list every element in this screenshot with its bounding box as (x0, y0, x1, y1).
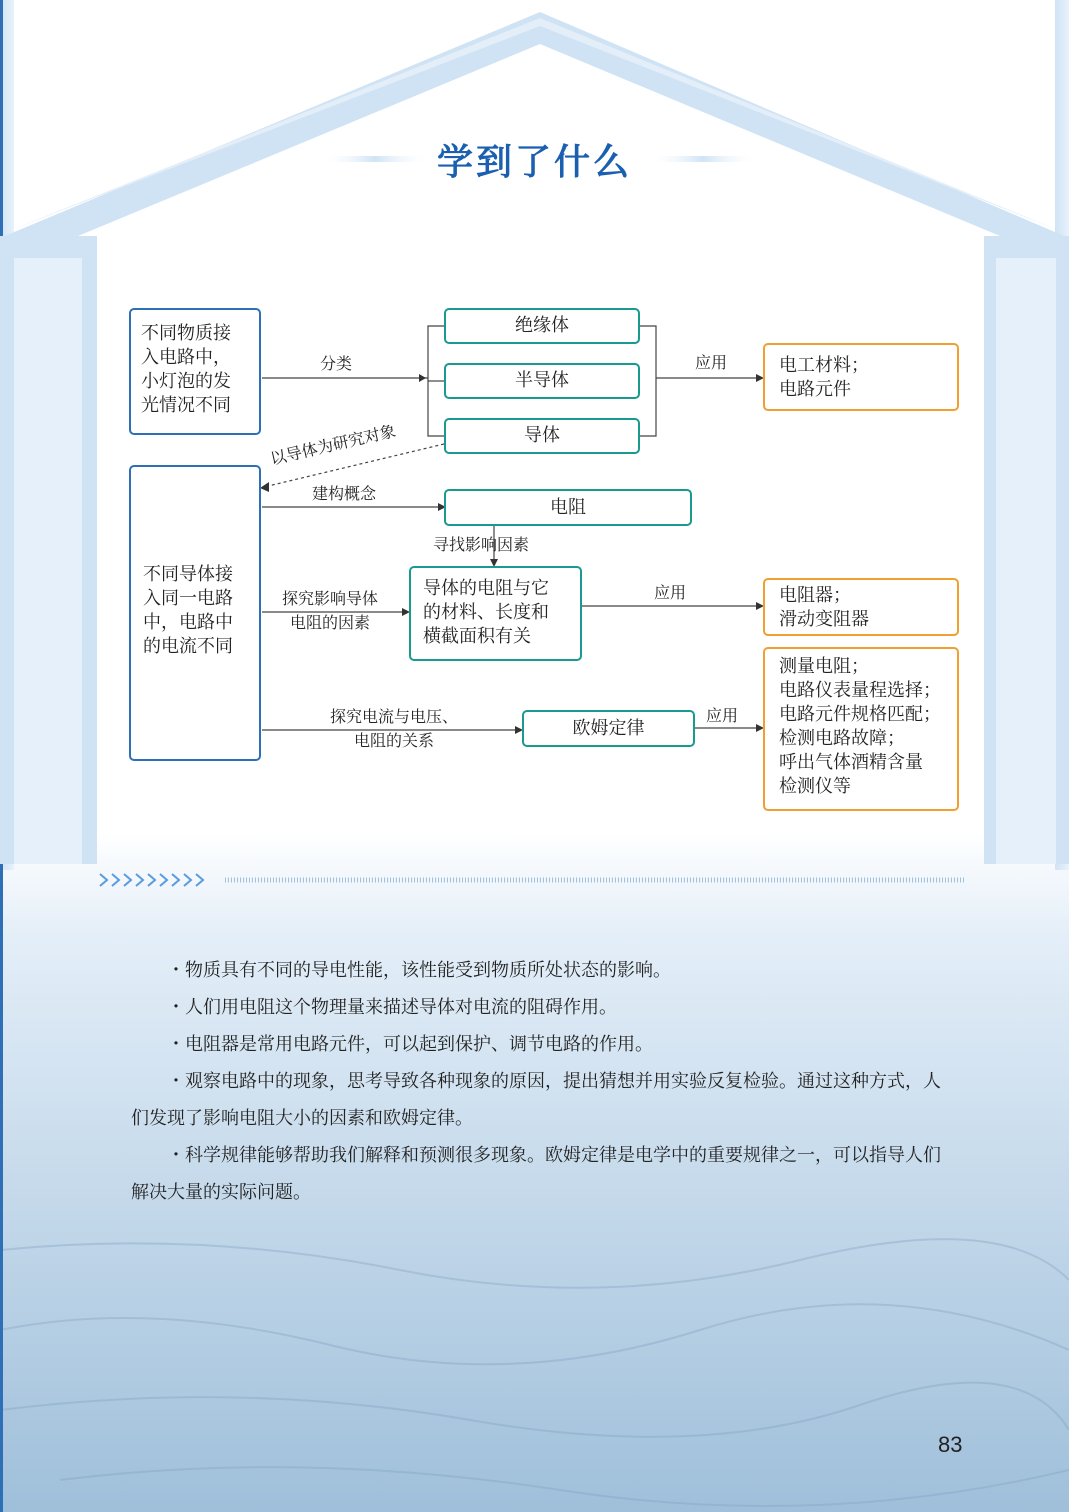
label-line: 电阻的因素 (289, 613, 370, 632)
box-line: 光情况不同 (141, 395, 231, 416)
box-line: 测量电阻； (779, 656, 869, 677)
label-explore-relation (316, 705, 472, 753)
label-line: 探究电流与电压、 (329, 707, 458, 726)
box-line: 小灯泡的发 (141, 371, 231, 392)
box-different-conductors (129, 465, 261, 761)
box-resistance-factors (409, 566, 582, 661)
box-line: 中，电路中 (143, 612, 233, 633)
summary-paragraph: ・人们用电阻这个物理量来描述导体对电流的阻碍作用。 (167, 997, 617, 1018)
summary-paragraph: ・科学规律能够帮助我们解释和预测很多现象。欧姆定律是电学中的重要规律之一，可以指导人们解决大量的实际问题。 (131, 1145, 941, 1203)
label-classify: 分类 (320, 354, 353, 373)
box-line: 电路仪表量程选择； (779, 680, 941, 701)
label-build-concept: 建构概念 (312, 484, 377, 503)
box-line: 电工材料； (779, 355, 869, 376)
box-line: 滑动变阻器 (779, 609, 869, 630)
box-semiconductor: 半导体 (444, 363, 640, 399)
box-line: 不同导体接 (143, 564, 233, 585)
label-line: 电阻的关系 (353, 731, 434, 750)
box-line: 电阻器； (779, 585, 851, 606)
summary-paragraph: ・电阻器是常用电路元件，可以起到保护、调节电路的作用。 (167, 1034, 653, 1055)
box-insulator: 绝缘体 (444, 308, 640, 344)
box-line: 检测电路故障； (779, 728, 905, 749)
summary-paragraph: ・物质具有不同的导电性能，该性能受到物质所处状态的影响。 (167, 960, 671, 981)
summary-paragraph: ・观察电路中的现象，思考导致各种现象的原因，提出猜想并用实验反复检验。通过这种方式，人们发现了影响电阻大小的因素和欧姆定律。 (131, 1071, 941, 1129)
box-line: 入同一电路 (143, 588, 233, 609)
box-line: 电路元件规格匹配； (779, 704, 941, 725)
box-line: 不同物质接 (141, 323, 231, 344)
label-explore-factors (270, 587, 390, 635)
box-conductor: 导体 (444, 418, 640, 454)
label-apply-2: 应用 (654, 583, 687, 602)
box-line: 检测仪等 (779, 776, 851, 797)
box-app-materials (763, 343, 959, 411)
box-line: 入电路中， (141, 347, 231, 368)
box-line: 电路元件 (779, 379, 851, 400)
box-different-materials (129, 308, 261, 435)
box-line: 的电流不同 (143, 636, 233, 657)
label-apply-3: 应用 (706, 706, 739, 725)
label-find-factors: 寻找影响因素 (433, 535, 530, 554)
label-line: 探究影响导体 (281, 589, 378, 608)
box-ohms-law: 欧姆定律 (522, 710, 695, 747)
box-line: 的材料、长度和 (423, 602, 549, 623)
box-app-ohm (763, 647, 959, 811)
page-title: 学到了什么 (436, 142, 632, 183)
page-number: 83 (938, 1432, 963, 1457)
label-apply-1: 应用 (695, 353, 728, 372)
box-line: 横截面积有关 (423, 626, 531, 647)
box-line: 呼出气体酒精含量 (779, 752, 923, 773)
label-study-object: 以导体为研究对象 (268, 421, 398, 469)
box-app-resistors (763, 578, 959, 636)
box-line: 导体的电阻与它 (423, 578, 549, 599)
box-resistance: 电阻 (444, 489, 692, 526)
